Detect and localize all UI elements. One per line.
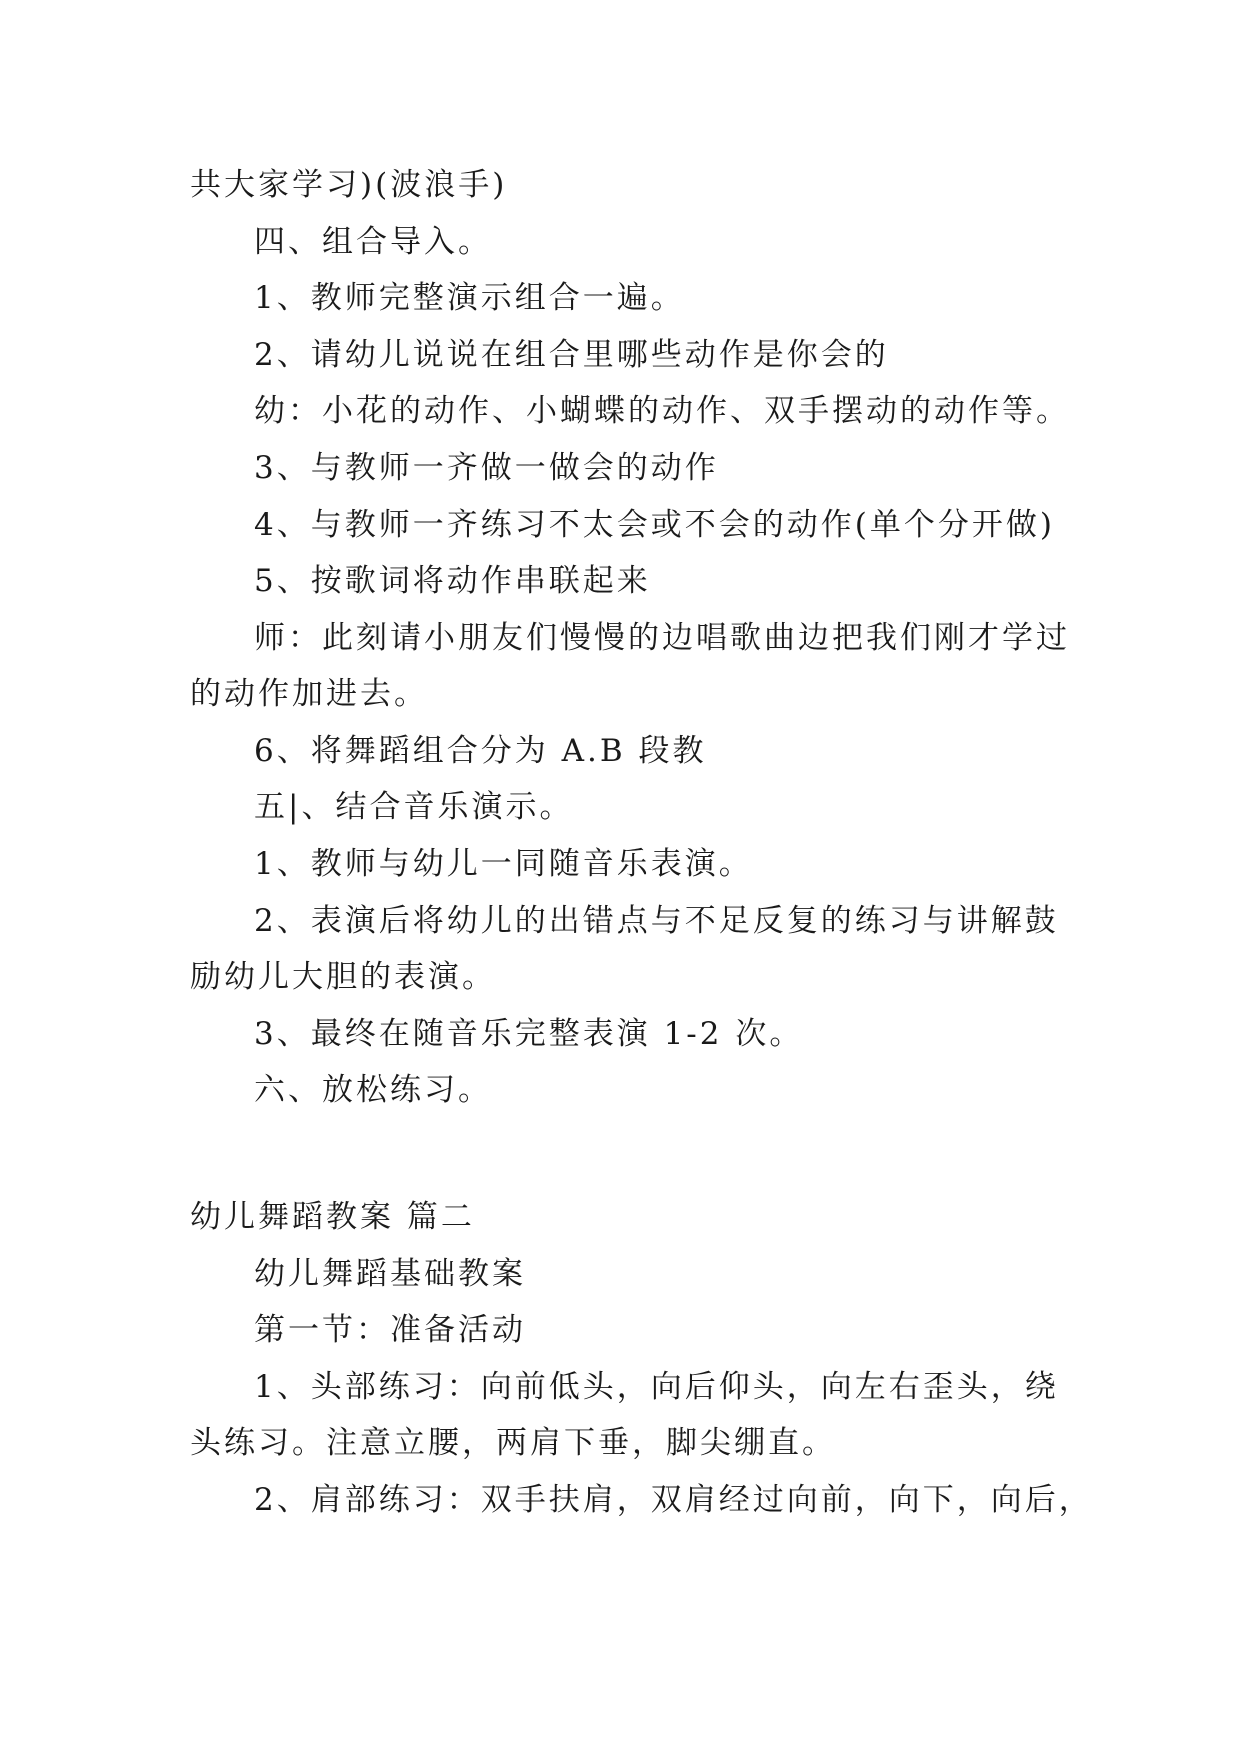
list-item: 3、最终在随音乐完整表演 1-2 次。 (254, 1016, 804, 1052)
text-line: 共大家学习)(波浪手) (190, 167, 508, 203)
section-heading: 六、放松练习。 (254, 1072, 492, 1108)
list-item: 2、请幼儿说说在组合里哪些动作是你会的 (254, 337, 889, 373)
text-line: 励幼儿大胆的表演。 (190, 959, 496, 995)
list-item: 2、肩部练习：双手扶肩，双肩经过向前，向下，向后， (254, 1482, 1093, 1518)
list-item: 1、教师完整演示组合一遍。 (254, 280, 685, 316)
section-heading: 五|、结合音乐演示。 (254, 789, 574, 825)
list-item: 3、与教师一齐做一做会的动作 (254, 450, 719, 486)
text-line: 师：此刻请小朋友们慢慢的边唱歌曲边把我们刚才学过 (254, 620, 1070, 656)
list-item: 6、将舞蹈组合分为 A.B 段教 (254, 733, 707, 769)
text-line: 的动作加进去。 (190, 676, 428, 712)
list-item: 5、按歌词将动作串联起来 (254, 563, 651, 599)
list-item: 4、与教师一齐练习不太会或不会的动作(单个分开做) (254, 507, 1055, 543)
list-item: 1、头部练习：向前低头，向后仰头，向左右歪头，绕 (254, 1369, 1059, 1405)
section-heading: 第一节：准备活动 (254, 1312, 526, 1348)
subtitle: 幼儿舞蹈基础教案 (254, 1256, 526, 1292)
text-line: 幼：小花的动作、小蝴蝶的动作、双手摆动的动作等。 (254, 393, 1070, 429)
section-heading: 四、组合导入。 (254, 224, 492, 260)
list-item: 1、教师与幼儿一同随音乐表演。 (254, 846, 753, 882)
chapter-title: 幼儿舞蹈教案 篇二 (190, 1199, 475, 1235)
text-line: 头练习。注意立腰，两肩下垂，脚尖绷直。 (190, 1425, 836, 1461)
list-item: 2、表演后将幼儿的出错点与不足反复的练习与讲解鼓 (254, 903, 1059, 939)
